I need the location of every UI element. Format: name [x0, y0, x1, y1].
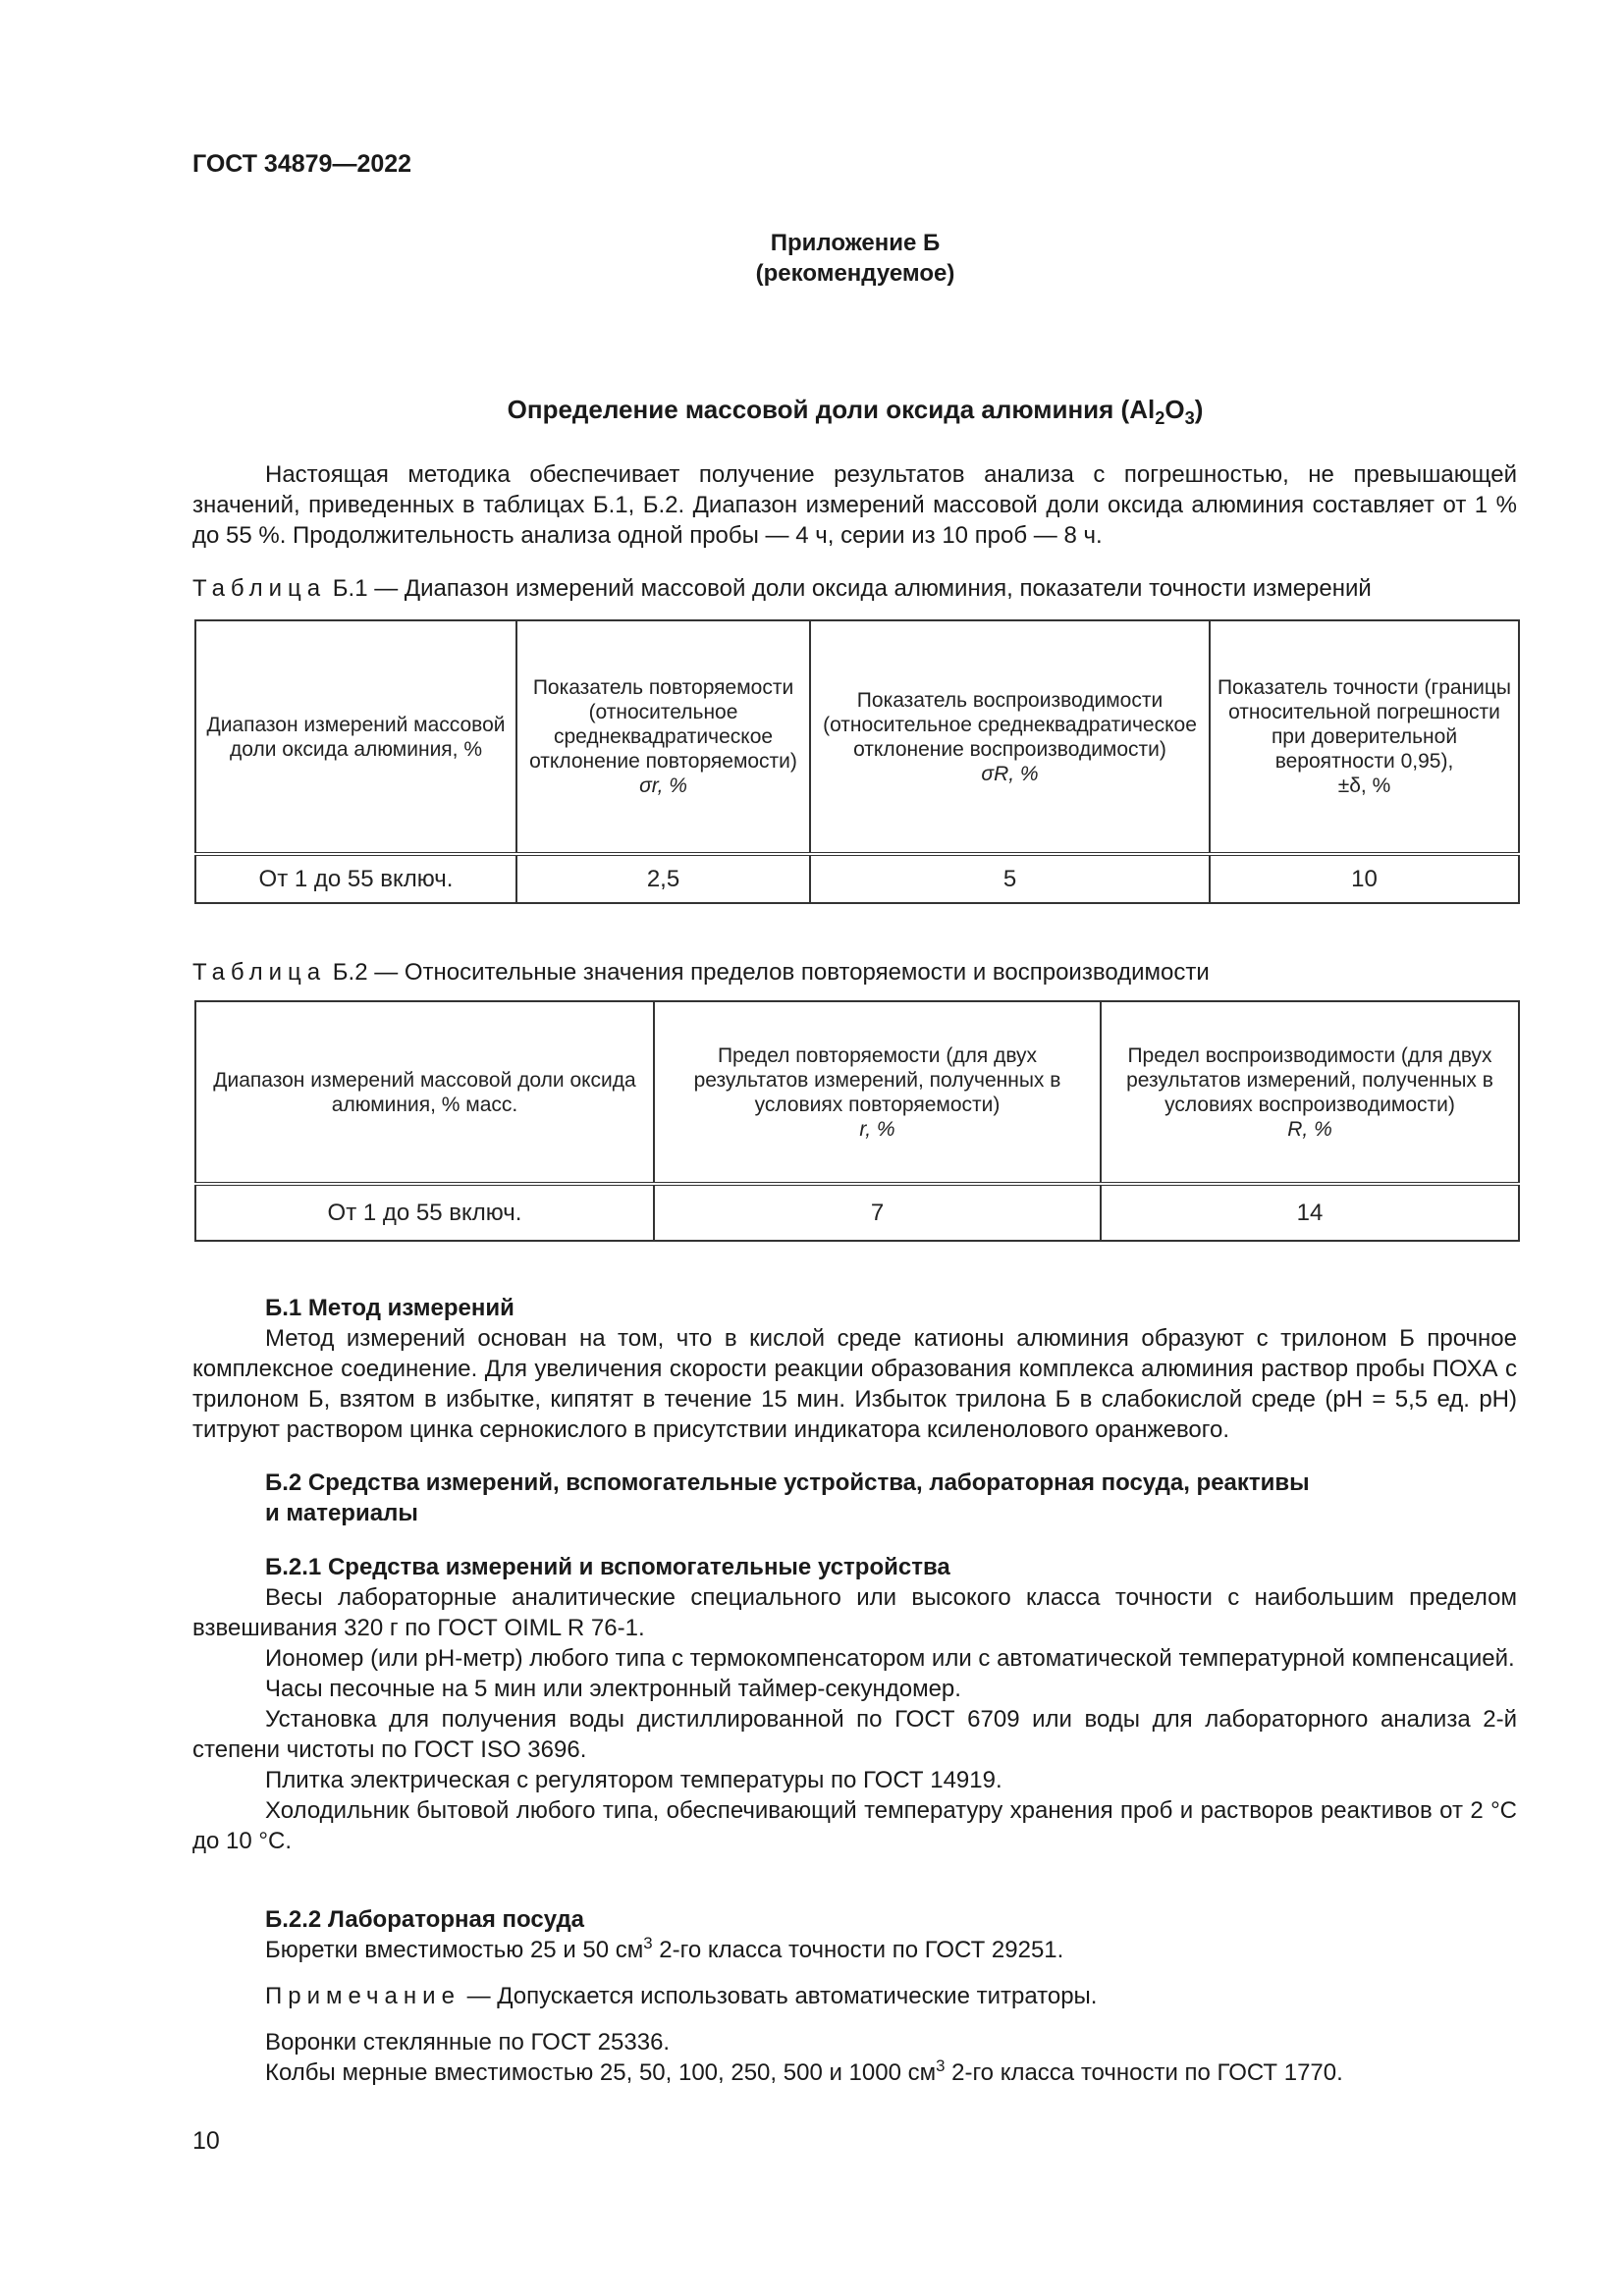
table1-cell-accuracy: 10 [1210, 854, 1519, 903]
table-b1 [194, 619, 1520, 904]
table2-header-range: Диапазон измерений массовой доли оксида алюминия, % масс. [195, 1001, 654, 1184]
table-b2 [194, 1000, 1520, 1242]
list-item: Воронки стеклянные по ГОСТ 25336. [265, 2029, 671, 2056]
list-item: Весы лабораторные аналитические специального или высокого класса точности с наибольшим пределом взвешивания 320 г по ГОСТ OIML R 76-1. [192, 1584, 1517, 1641]
section-b21-title: Б.2.1 Средства измерений и вспомогательные устройства [265, 1554, 950, 1580]
table1-header-reproducibility: Показатель воспроизводимости (относительное среднеквадратическое отклонение воспроизводимости) σR, % [810, 620, 1210, 854]
list-item: Бюретки вместимостью 25 и 50 $см^3$ 2-го класса точности по ГОСТ 29251. [265, 1934, 1064, 1963]
appendix-heading [192, 228, 1518, 289]
appendix-status: (рекомендуемое) [755, 260, 955, 287]
table2-caption: Таблица Б.2 — Относительные значения пределов повторяемости и воспроизводимости [192, 959, 1210, 986]
table2-cell-range: От 1 до 55 включ. [195, 1184, 654, 1241]
section-b22 [192, 1904, 1517, 2088]
section-b1 [192, 1293, 1517, 1445]
page-number: 10 [192, 2127, 220, 2155]
section-b2-title: Б.2 Средства измерений, вспомогательные устройства, лабораторная посуда, реактивы и материалы [265, 1469, 1310, 1526]
list-item: Установка для получения воды дистиллированной по ГОСТ 6709 или воды для лабораторного анализа 2-й степени чистоты по ГОСТ ISO 3696. [192, 1706, 1517, 1763]
table-row [195, 1184, 1519, 1241]
list-item: Иономер (или pH-метр) любого типа с термокомпенсатором или с автоматической температурной компенсацией. [265, 1645, 1515, 1672]
table1-header-repeatability: Показатель повторяемости (относительное среднеквадратическое отклонение повторяемости) σr, % [516, 620, 810, 854]
table2-header-repeatability-limit: Предел повторяемости (для двух результатов измерений, полученных в условиях повторяемости) r, % [654, 1001, 1101, 1184]
list-item: Плитка электрическая с регулятором температуры по ГОСТ 14919. [265, 1767, 1002, 1793]
list-item: Часы песочные на 5 мин или электронный таймер-секундомер. [265, 1676, 961, 1702]
list-item: Колбы мерные вместимостью 25, 50, 100, 250, 500 и 1000 $см^3$ 2-го класса точности по ГОСТ 1770. [265, 2056, 1343, 2086]
method-title: Определение массовой доли оксида алюминия $(Al_2O_3)$ [507, 395, 1204, 429]
section-b22-title: Б.2.2 Лабораторная посуда [265, 1906, 585, 1933]
table1-cell-repeatability: 2,5 [516, 854, 810, 903]
section-b1-title: Б.1 Метод измерений [265, 1295, 514, 1321]
table1-header-accuracy: Показатель точности (границы относительной погрешности при доверительной вероятности 0,95), ±δ, % [1210, 620, 1519, 854]
note: Примечание — Допускается использовать автоматические титраторы. [265, 1983, 1098, 2009]
table-row [195, 854, 1519, 903]
document-code: ГОСТ 34879—2022 [192, 150, 412, 178]
table1-header-range: Диапазон измерений массовой доли оксида алюминия, % [195, 620, 516, 854]
section-b21 [192, 1552, 1517, 1856]
appendix-title: Приложение Б [770, 230, 941, 256]
table2-header-reproducibility-limit: Предел воспроизводимости (для двух результатов измерений, полученных в условиях воспроизводимости) R, % [1101, 1001, 1519, 1184]
table1-caption: Таблица Б.1 — Диапазон измерений массовой доли оксида алюминия, показатели точности измерений [192, 575, 1372, 602]
list-item: Холодильник бытовой любого типа, обеспечивающий температуру хранения проб и растворов реактивов от 2 °С до 10 °С. [192, 1797, 1517, 1854]
intro-paragraph: Настоящая методика обеспечивает получение результатов анализа с погрешностью, не превышающей значений, приведенных в таблицах Б.1, Б.2. Диапазон измерений массовой доли оксида алюминия составляет от 1 % до 55 %. Продолжительность анализа одной пробы — 4 ч, серии из 10 проб — 8 ч. [192, 461, 1517, 549]
table1-cell-range: От 1 до 55 включ. [195, 854, 516, 903]
table2-cell-repeatability-limit: 7 [654, 1184, 1101, 1241]
table2-cell-reproducibility-limit: 14 [1101, 1184, 1519, 1241]
section-b1-text: Метод измерений основан на том, что в кислой среде катионы алюминия образуют с трилоном Б прочное комплексное соединение. Для увеличения скорости реакции образования комплекса алюминия раствор пробы ПОХА с трилоном Б, взятом в избытке, кипятят в течение 15 мин. Избыток трилона Б в слабокислой среде (pH = 5,5 ед. pH) титруют раствором цинка сернокислого в присутствии индикатора ксиленолового оранжевого. [192, 1325, 1517, 1443]
table1-cell-reproducibility: 5 [810, 854, 1210, 903]
